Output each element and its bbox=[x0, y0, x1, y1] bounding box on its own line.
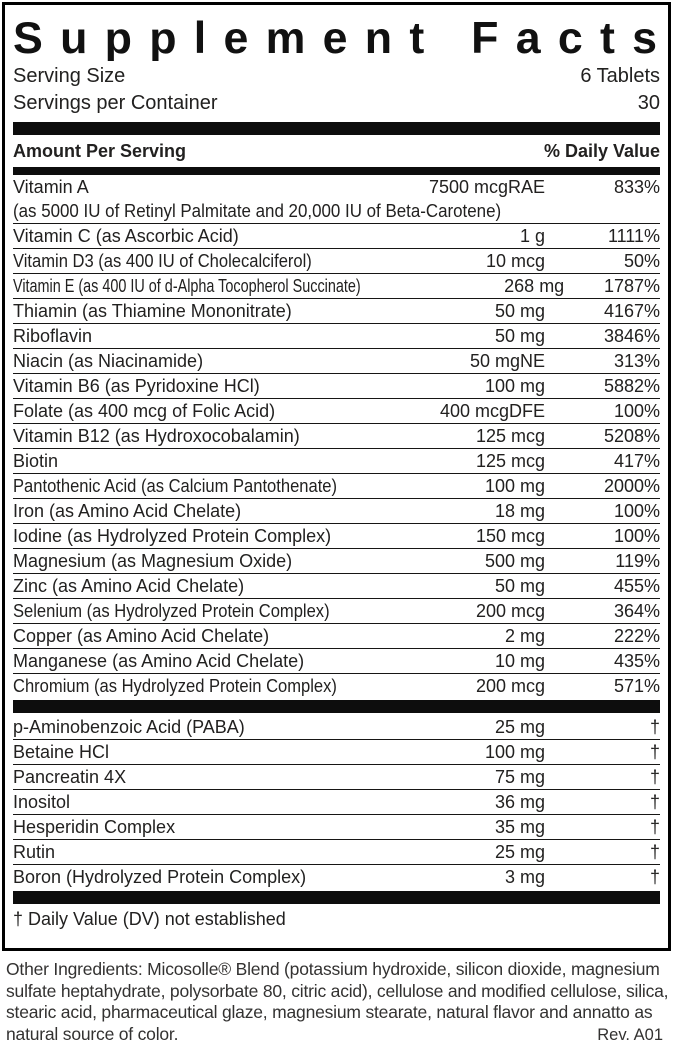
servings-per-container-label: Servings per Container bbox=[13, 92, 218, 114]
nutrient-amount: 150 mcg bbox=[475, 525, 545, 546]
nutrient-table-main bbox=[13, 175, 660, 698]
nutrient-name: Vitamin B12 (as Hydroxocobalamin) bbox=[13, 425, 300, 446]
nutrient-name: Chromium (as Hydrolyzed Protein Complex) bbox=[13, 675, 337, 696]
nutrient-amount: 50 mg bbox=[494, 575, 545, 596]
table-row bbox=[13, 764, 660, 789]
nutrient-table-no-dv bbox=[13, 715, 660, 889]
nutrient-dv: 2000% bbox=[603, 475, 660, 496]
table-row bbox=[13, 373, 660, 398]
servings-per-container-row bbox=[13, 90, 660, 117]
divider-bar-thin bbox=[13, 167, 660, 175]
nutrient-dv: † bbox=[649, 716, 660, 737]
nutrient-amount: 500 mg bbox=[484, 550, 545, 571]
nutrient-dv: † bbox=[649, 816, 660, 837]
nutrient-name: Vitamin A bbox=[13, 176, 89, 197]
nutrient-amount: 200 mcg bbox=[475, 600, 545, 621]
nutrient-amount: 25 mg bbox=[494, 716, 545, 737]
nutrient-name: Iodine (as Hydrolyzed Protein Complex) bbox=[13, 525, 332, 546]
nutrient-dv: 1787% bbox=[603, 275, 660, 296]
nutrient-dv: 5882% bbox=[603, 375, 660, 396]
nutrient-amount: 7500 mcgRAE bbox=[428, 176, 545, 197]
nutrient-amount: 268 mg bbox=[504, 275, 565, 296]
table-row bbox=[13, 648, 660, 673]
table-row bbox=[13, 498, 660, 523]
nutrient-name: Selenium (as Hydrolyzed Protein Complex) bbox=[13, 600, 330, 621]
nutrient-dv: 455% bbox=[613, 575, 660, 596]
nutrient-name: Manganese (as Amino Acid Chelate) bbox=[13, 650, 305, 671]
nutrient-dv: 833% bbox=[613, 176, 660, 197]
table-row bbox=[13, 839, 660, 864]
table-row bbox=[13, 623, 660, 648]
nutrient-amount: 3 mg bbox=[504, 866, 545, 887]
nutrient-amount: 10 mcg bbox=[485, 250, 545, 271]
nutrient-dv: 417% bbox=[613, 450, 660, 471]
nutrient-amount: 75 mg bbox=[494, 766, 545, 787]
nutrient-dv: † bbox=[649, 866, 660, 887]
nutrient-amount: 10 mg bbox=[494, 650, 545, 671]
nutrient-name: Vitamin D3 (as 400 IU of Cholecalciferol) bbox=[13, 250, 312, 271]
nutrient-dv: 364% bbox=[613, 600, 660, 621]
nutrient-dv: 435% bbox=[613, 650, 660, 671]
serving-size-value: 6 Tablets bbox=[580, 65, 660, 87]
daily-value-footnote: † Daily Value (DV) not established bbox=[13, 909, 286, 929]
nutrient-name: Biotin bbox=[13, 450, 59, 471]
table-row bbox=[13, 548, 660, 573]
nutrient-dv: 571% bbox=[613, 675, 660, 696]
table-row bbox=[13, 864, 660, 889]
nutrient-amount: 100 mg bbox=[484, 375, 545, 396]
nutrient-dv: 222% bbox=[613, 625, 660, 646]
table-row bbox=[13, 715, 660, 739]
nutrient-amount: 50 mg bbox=[494, 325, 545, 346]
table-row bbox=[13, 423, 660, 448]
nutrient-name: Boron (Hydrolyzed Protein Complex) bbox=[13, 866, 307, 887]
nutrient-name: Riboflavin bbox=[13, 325, 93, 346]
table-row bbox=[13, 298, 660, 323]
table-row bbox=[13, 739, 660, 764]
servings-per-container-value: 30 bbox=[637, 92, 660, 114]
nutrient-name: Betaine HCl bbox=[13, 741, 110, 762]
panel-title-wrap bbox=[13, 5, 660, 63]
nutrient-name: Hesperidin Complex bbox=[13, 816, 176, 837]
table-row bbox=[13, 175, 660, 199]
nutrient-name: Pancreatin 4X bbox=[13, 766, 127, 787]
nutrient-dv: 100% bbox=[613, 500, 660, 521]
supplement-facts-panel bbox=[2, 2, 671, 951]
nutrient-amount: 50 mgNE bbox=[469, 350, 545, 371]
nutrient-dv: 1111% bbox=[607, 225, 660, 246]
table-row bbox=[13, 814, 660, 839]
table-row bbox=[13, 523, 660, 548]
nutrient-name: Zinc (as Amino Acid Chelate) bbox=[13, 575, 245, 596]
nutrient-dv: 119% bbox=[615, 550, 660, 571]
nutrient-name: Niacin (as Niacinamide) bbox=[13, 350, 204, 371]
nutrient-amount: 25 mg bbox=[494, 841, 545, 862]
table-row bbox=[13, 248, 660, 273]
table-row bbox=[13, 398, 660, 423]
nutrient-name: Iron (as Amino Acid Chelate) bbox=[13, 500, 242, 521]
nutrient-amount: 2 mg bbox=[504, 625, 545, 646]
nutrient-name: Thiamin (as Thiamine Mononitrate) bbox=[13, 300, 292, 321]
amount-per-serving-header: Amount Per Serving bbox=[13, 141, 187, 161]
table-row bbox=[13, 473, 660, 498]
other-ingredients-text: Other Ingredients: Micosolle® Blend (potassium hydroxide, silicon dioxide, magnesium sulfate heptahydrate, polysorbate 80, citric acid), cellulose and modified cellulose, silica, stearic acid, pharmaceutical glaze, magnesium stearate, natural flavor and annatto as natural source of color. bbox=[6, 959, 669, 1044]
nutrient-name: p-Aminobenzoic Acid (PABA) bbox=[13, 716, 245, 737]
nutrient-amount: 200 mcg bbox=[475, 675, 545, 696]
nutrient-dv: † bbox=[649, 766, 660, 787]
nutrient-dv: † bbox=[649, 741, 660, 762]
nutrient-amount: 125 mcg bbox=[475, 425, 545, 446]
table-row bbox=[13, 598, 660, 623]
table-row bbox=[13, 573, 660, 598]
nutrient-name: Pantothenic Acid (as Calcium Pantothenate) bbox=[13, 475, 338, 496]
table-row bbox=[13, 673, 660, 698]
serving-size-label: Serving Size bbox=[13, 65, 126, 87]
nutrient-amount: 1 g bbox=[519, 225, 545, 246]
nutrient-name: Copper (as Amino Acid Chelate) bbox=[13, 625, 270, 646]
nutrient-dv: † bbox=[649, 841, 660, 862]
daily-value-header: % Daily Value bbox=[543, 141, 660, 161]
table-row bbox=[13, 448, 660, 473]
nutrient-amount: 35 mg bbox=[494, 816, 545, 837]
nutrient-name: Rutin bbox=[13, 841, 56, 862]
nutrient-amount: 50 mg bbox=[494, 300, 545, 321]
table-row bbox=[13, 273, 660, 298]
nutrient-dv: † bbox=[649, 791, 660, 812]
nutrient-name: Vitamin C (as Ascorbic Acid) bbox=[13, 225, 239, 246]
nutrient-dv: 5208% bbox=[603, 425, 660, 446]
nutrient-name: Vitamin B6 (as Pyridoxine HCl) bbox=[13, 375, 260, 396]
table-header-row bbox=[13, 135, 660, 167]
nutrient-dv: 100% bbox=[613, 400, 660, 421]
revision-code: Rev. A01 bbox=[597, 1026, 663, 1044]
nutrient-name: Folate (as 400 mcg of Folic Acid) bbox=[13, 400, 276, 421]
nutrient-amount: 100 mg bbox=[484, 741, 545, 762]
table-row bbox=[13, 323, 660, 348]
nutrient-subtext: (as 5000 IU of Retinyl Palmitate and 20,000 IU of Beta-Carotene) bbox=[13, 200, 502, 221]
divider-bar-thick-top bbox=[13, 122, 660, 135]
nutrient-dv: 50% bbox=[623, 250, 660, 271]
nutrient-name: Vitamin E (as 400 IU of d-Alpha Tocopherol Succinate) bbox=[13, 275, 361, 296]
table-row bbox=[13, 789, 660, 814]
table-row bbox=[13, 223, 660, 248]
nutrient-amount: 125 mcg bbox=[475, 450, 545, 471]
nutrient-dv: 313% bbox=[613, 350, 660, 371]
panel-title-graphic bbox=[13, 13, 660, 61]
nutrient-dv: 4167% bbox=[603, 300, 660, 321]
nutrient-amount: 18 mg bbox=[494, 500, 545, 521]
nutrient-amount: 36 mg bbox=[494, 791, 545, 812]
panel-title: Supplement Facts bbox=[13, 13, 658, 61]
nutrient-dv: 100% bbox=[613, 525, 660, 546]
nutrient-name: Magnesium (as Magnesium Oxide) bbox=[13, 550, 293, 571]
table-row bbox=[13, 348, 660, 373]
nutrient-amount: 400 mcgDFE bbox=[439, 400, 545, 421]
nutrient-amount: 100 mg bbox=[484, 475, 545, 496]
serving-size-row bbox=[13, 63, 660, 90]
nutrient-name: Inositol bbox=[13, 791, 71, 812]
divider-bar-thick-middle bbox=[13, 700, 660, 713]
divider-bar-thick-bottom bbox=[13, 891, 660, 904]
nutrient-dv: 3846% bbox=[603, 325, 660, 346]
